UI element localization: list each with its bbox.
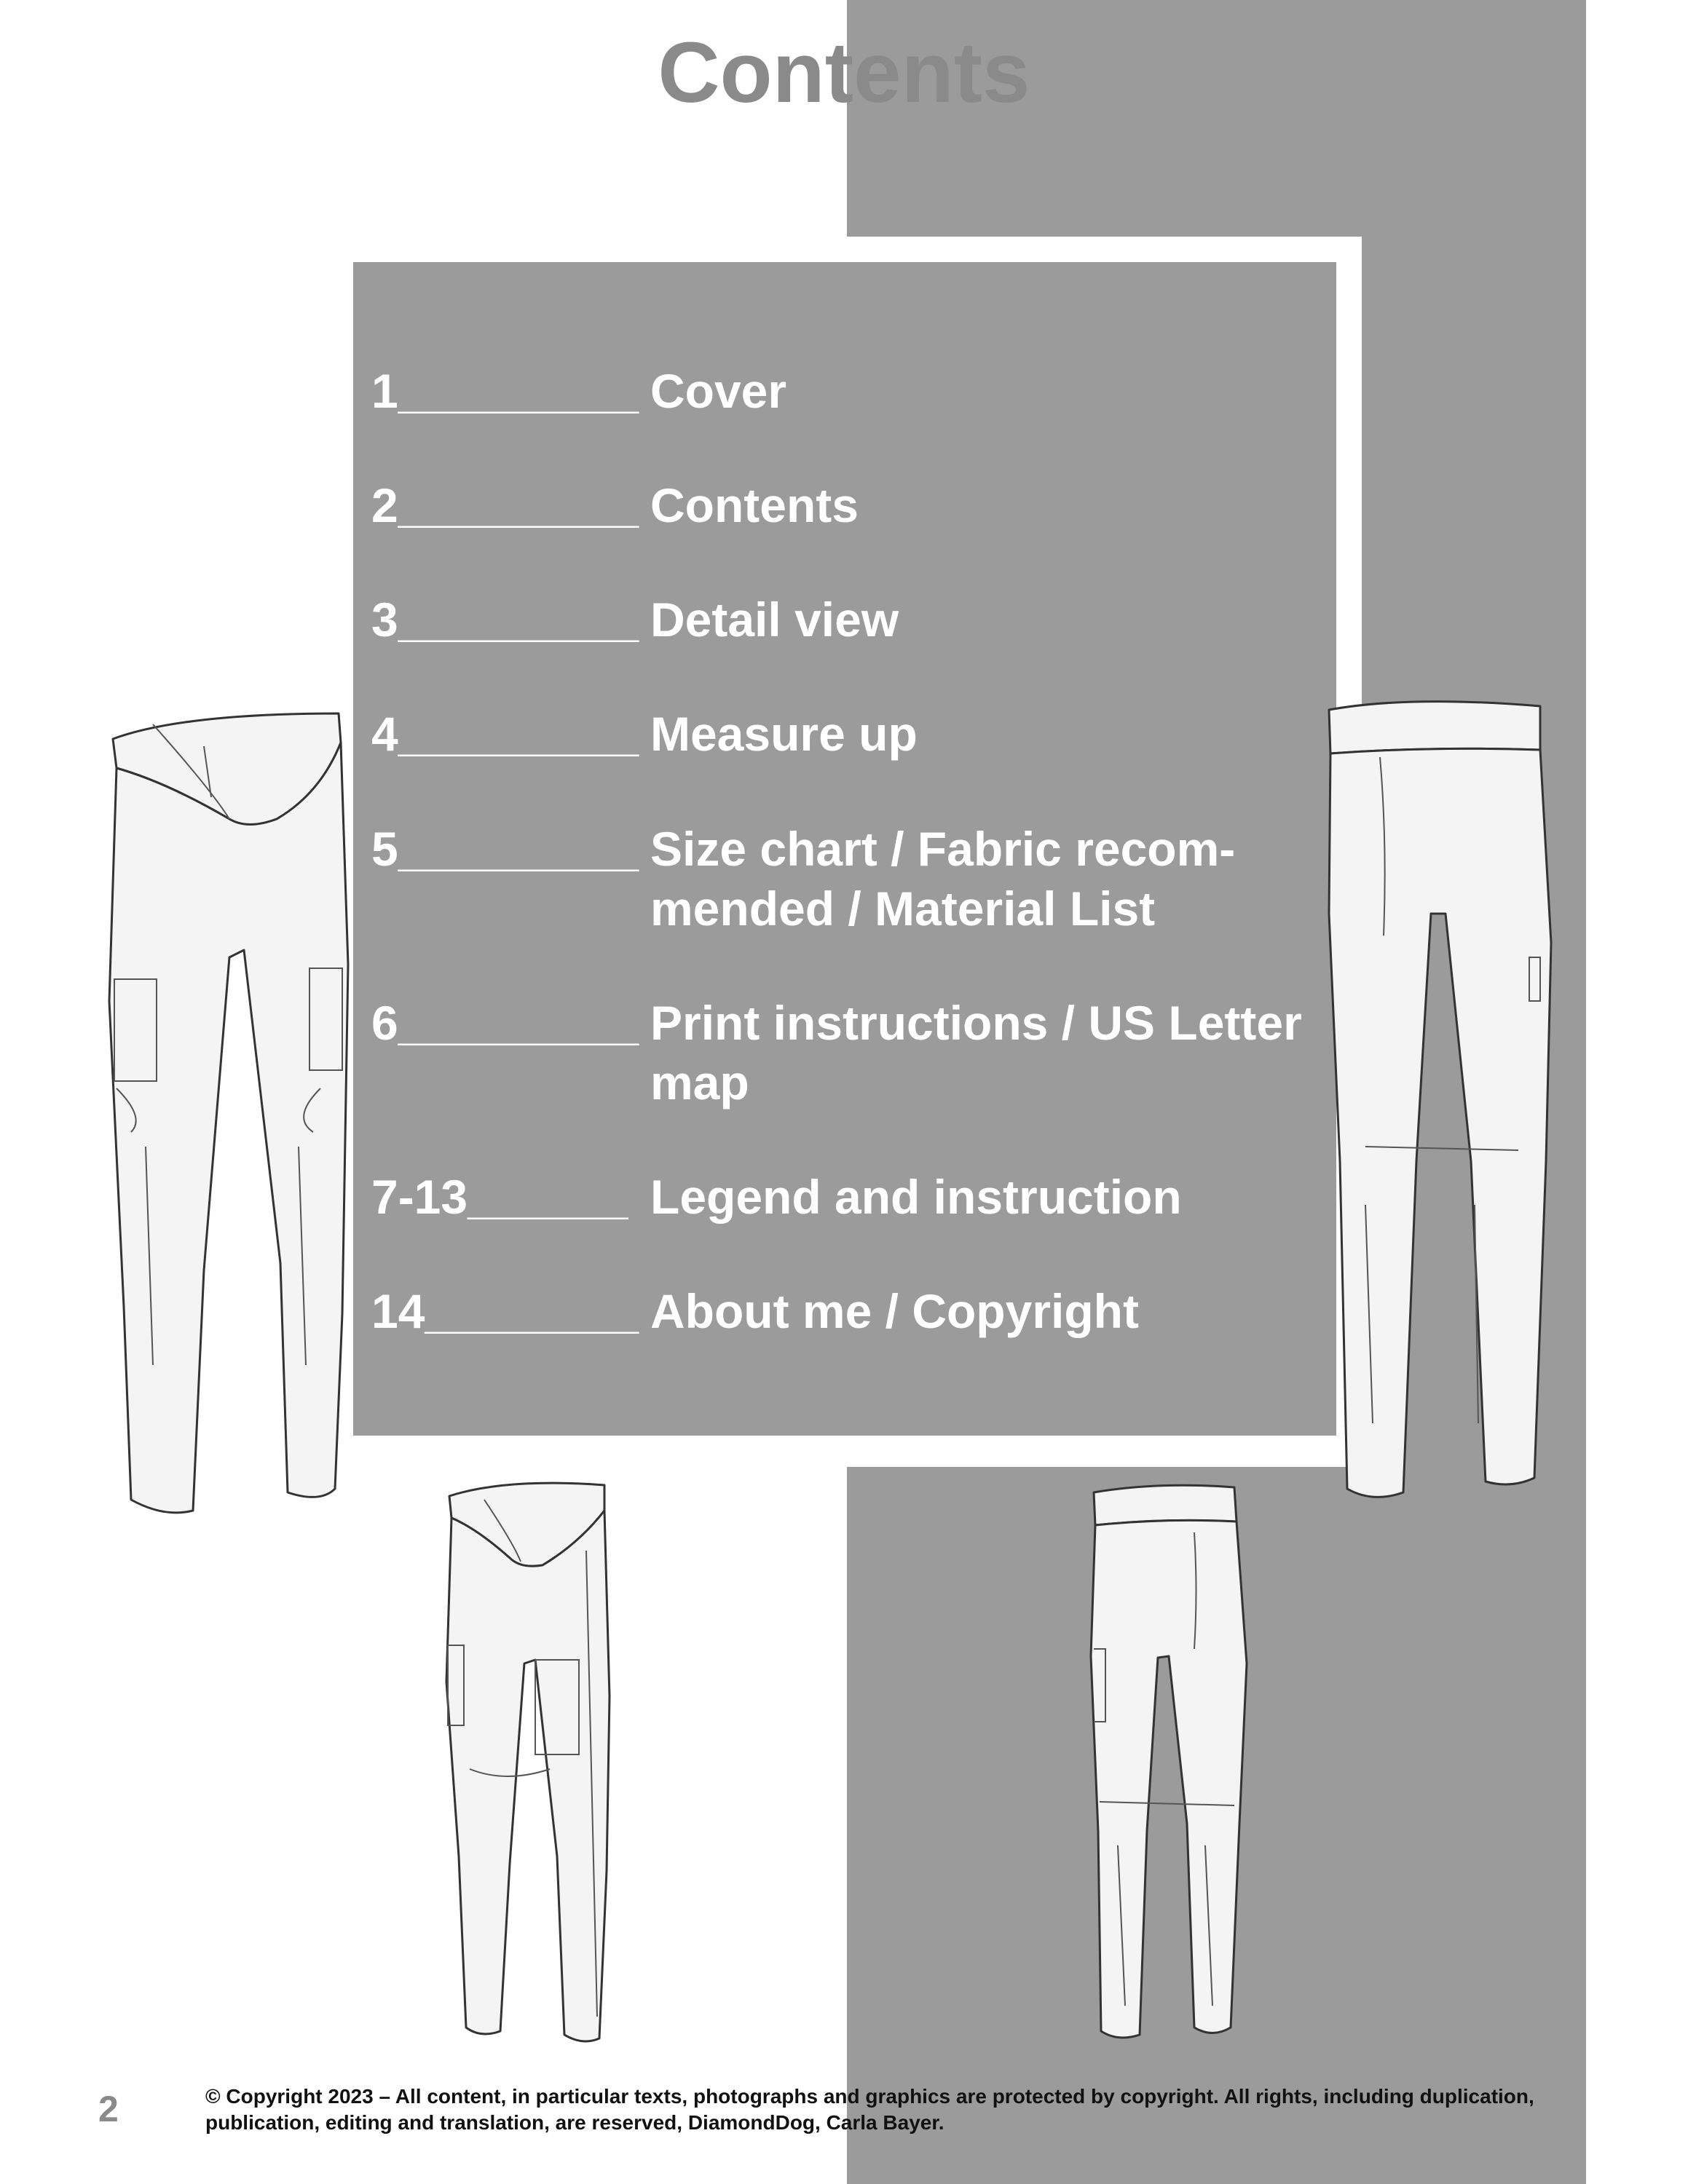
toc-item-label: Legend and instruction (650, 1170, 1182, 1224)
toc-item-label: Measure up (650, 707, 918, 761)
toc-item-label: Size chart / Fabric recom- mended / Material List (650, 822, 1236, 935)
pants-back-illustration-bottom (1085, 1481, 1256, 2049)
toc-item-number: 3_________ (371, 593, 639, 646)
toc-item-number: 2_________ (371, 478, 639, 532)
toc-item-number: 5_________ (371, 822, 639, 876)
pants-front-illustration-bottom (441, 1478, 615, 2046)
copyright-notice: © Copyright 2023 – All content, in particular texts, photographs and graphics are protected by copyright. All rights, including duplication, publication, editing and translation, are reserved, DiamondDog, Carla Bayer. (205, 2085, 1534, 2134)
toc-item-label: Print instructions / US Letter map (650, 996, 1302, 1109)
pants-front-illustration-left (102, 710, 353, 1536)
toc-item-number: 4_________ (371, 707, 639, 761)
toc-item-label: Detail view (650, 593, 899, 646)
page-title: Contents (658, 25, 1030, 121)
toc-item-number: 6_________ (371, 996, 639, 1050)
toc-item-number: 14________ (371, 1284, 639, 1338)
toc-item-label: About me / Copyright (650, 1284, 1139, 1338)
toc-item-number: 7-13______ (371, 1170, 628, 1224)
toc-item-label: Cover (650, 364, 787, 418)
toc-item-label: Contents (650, 478, 859, 532)
toc-item-number: 1_________ (371, 364, 639, 418)
page-number: 2 (98, 2089, 119, 2129)
pants-back-illustration-right (1322, 695, 1555, 1525)
